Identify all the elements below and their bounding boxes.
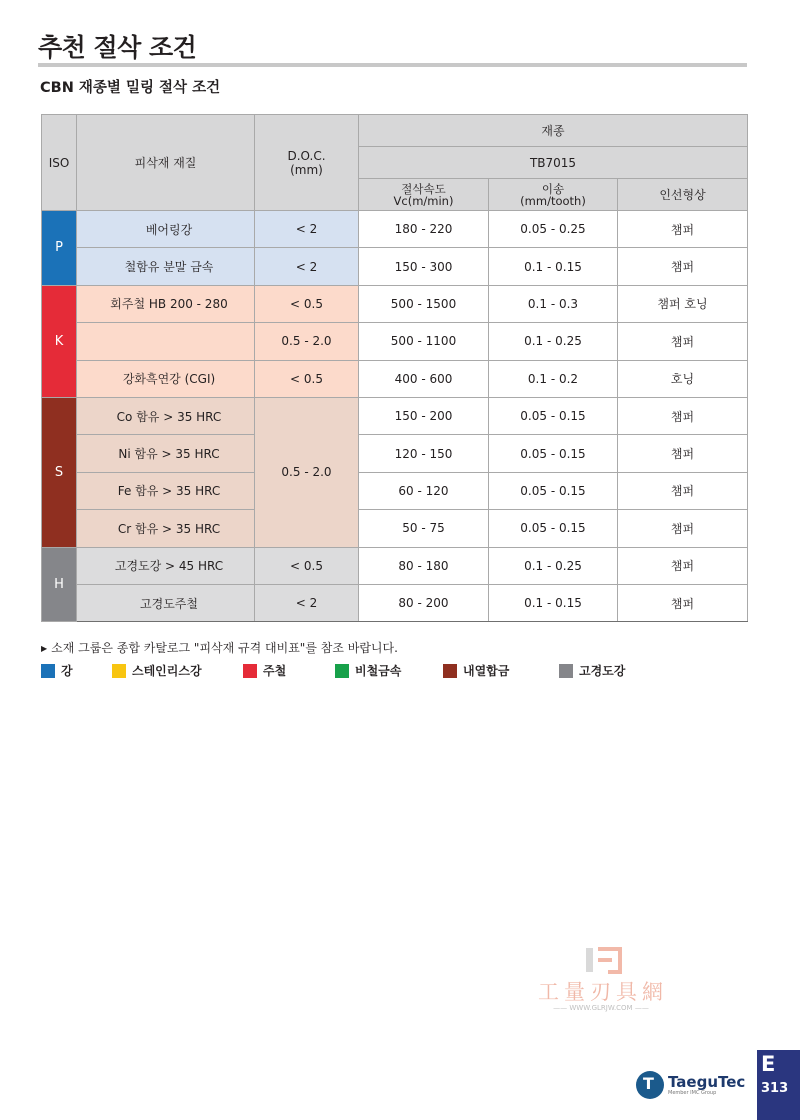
table-row (42, 472, 748, 509)
legend-label: 비철금속 (355, 664, 402, 678)
iso-group-k: K (42, 285, 77, 397)
header-speed-label: 절삭속도 (401, 181, 446, 196)
iso-group-h: H (42, 547, 77, 622)
legend-swatch (41, 664, 55, 678)
page-title: 추천 절삭 조건 (38, 33, 197, 62)
material-cell: 고경도강 > 45 HRC (77, 547, 255, 584)
doc-cell: < 0.5 (255, 547, 359, 584)
speed-cell: 180 - 220 (359, 211, 489, 248)
doc-cell: < 2 (255, 248, 359, 285)
material-cell: 베어링강 (77, 211, 255, 248)
speed-cell: 150 - 300 (359, 248, 489, 285)
note-text: 소재 그룹은 종합 카탈로그 "피삭재 규격 대비표"를 참조 바랍니다. (51, 641, 398, 655)
speed-cell: 80 - 180 (359, 547, 489, 584)
edge-cell: 챔퍼 호닝 (618, 285, 748, 322)
header-material: 피삭재 재질 (77, 115, 255, 211)
table-row (42, 397, 748, 434)
table-row (42, 248, 748, 285)
material-cell (77, 323, 255, 360)
table-row (42, 435, 748, 472)
header-feed (489, 179, 618, 211)
triangle-bullet-icon: ▶ (41, 644, 48, 653)
feed-cell: 0.05 - 0.25 (489, 211, 618, 248)
feed-cell: 0.05 - 0.15 (489, 510, 618, 547)
speed-cell: 500 - 1500 (359, 285, 489, 322)
table-row (42, 547, 748, 584)
header-speed (359, 179, 489, 211)
legend-label: 고경도강 (579, 664, 626, 678)
logo-mark-letter: T (643, 1074, 654, 1093)
speed-cell: 400 - 600 (359, 360, 489, 397)
material-cell: Fe 함유 > 35 HRC (77, 472, 255, 509)
page-number: 313 (761, 1081, 789, 1096)
legend-label: 내열합금 (463, 664, 510, 678)
legend-swatch (243, 664, 257, 678)
header-edge: 인선형상 (618, 179, 748, 211)
doc-cell: < 2 (255, 584, 359, 621)
table-row (42, 285, 748, 322)
table-row (42, 211, 748, 248)
header-feed-unit: (mm/tooth) (520, 193, 586, 208)
material-cell: Ni 함유 > 35 HRC (77, 435, 255, 472)
watermark-logo-icon (584, 946, 626, 976)
feed-cell: 0.05 - 0.15 (489, 435, 618, 472)
reference-note (41, 639, 398, 656)
header-speed-unit: Vc(m/min) (393, 193, 454, 208)
material-cell: Cr 함유 > 35 HRC (77, 510, 255, 547)
feed-cell: 0.1 - 0.2 (489, 360, 618, 397)
section-subtitle: CBN 재종별 밀링 절삭 조건 (40, 80, 221, 96)
speed-cell: 150 - 200 (359, 397, 489, 434)
header-doc-unit: (mm) (290, 162, 323, 177)
edge-cell: 챔퍼 (618, 584, 748, 621)
title-divider (38, 63, 747, 67)
edge-cell: 챔퍼 (618, 323, 748, 360)
material-cell: Co 함유 > 35 HRC (77, 397, 255, 434)
doc-cell: < 2 (255, 211, 359, 248)
legend-cast-iron (243, 662, 286, 679)
edge-cell: 호닝 (618, 360, 748, 397)
header-grade: TB7015 (359, 147, 748, 179)
feed-cell: 0.05 - 0.15 (489, 397, 618, 434)
material-cell: 철함유 분말 금속 (77, 248, 255, 285)
watermark-url: —— WWW.GLRJW.COM —— (553, 1004, 649, 1012)
feed-cell: 0.05 - 0.15 (489, 472, 618, 509)
legend-label: 스테인리스강 (132, 664, 202, 678)
edge-cell: 챔퍼 (618, 510, 748, 547)
watermark-text: 工量刃具網 (538, 980, 668, 1004)
legend-swatch (112, 664, 126, 678)
feed-cell: 0.1 - 0.15 (489, 584, 618, 621)
feed-cell: 0.1 - 0.3 (489, 285, 618, 322)
feed-cell: 0.1 - 0.25 (489, 323, 618, 360)
brand-logo (636, 1071, 745, 1099)
iso-group-p: P (42, 211, 77, 286)
legend-swatch (335, 664, 349, 678)
section-tab (757, 1050, 800, 1120)
header-doc-label: D.O.C. (287, 148, 326, 163)
speed-cell: 50 - 75 (359, 510, 489, 547)
header-iso: ISO (42, 115, 77, 211)
taegutec-logo-icon (636, 1071, 664, 1099)
brand-name (668, 1074, 745, 1096)
iso-group-s: S (42, 397, 77, 547)
edge-cell: 챔퍼 (618, 397, 748, 434)
table-row (42, 584, 748, 621)
edge-cell: 챔퍼 (618, 248, 748, 285)
speed-cell: 80 - 200 (359, 584, 489, 621)
cutting-conditions-table (41, 114, 748, 622)
legend-stainless (112, 662, 202, 679)
brand-name-text: TaeguTec (668, 1073, 746, 1091)
legend-label: 강 (61, 664, 73, 678)
brand-subtext: Member IMC Group (668, 1090, 717, 1096)
feed-cell: 0.1 - 0.25 (489, 547, 618, 584)
doc-cell: < 0.5 (255, 285, 359, 322)
legend-non-ferrous (335, 662, 401, 679)
section-letter: E (761, 1052, 776, 1076)
edge-cell: 챔퍼 (618, 547, 748, 584)
speed-cell: 500 - 1100 (359, 323, 489, 360)
header-row-1 (42, 115, 748, 147)
legend-label: 주철 (263, 664, 287, 678)
doc-cell: 0.5 - 2.0 (255, 397, 359, 547)
speed-cell: 60 - 120 (359, 472, 489, 509)
doc-cell: 0.5 - 2.0 (255, 323, 359, 360)
header-feed-label: 이송 (541, 181, 565, 196)
material-cell: 회주철 HB 200 - 280 (77, 285, 255, 322)
table-row (42, 360, 748, 397)
edge-cell: 챔퍼 (618, 472, 748, 509)
material-cell: 고경도주철 (77, 584, 255, 621)
legend-hardened-steel (559, 662, 625, 679)
edge-cell: 챔퍼 (618, 435, 748, 472)
header-doc (255, 115, 359, 211)
legend-swatch (443, 664, 457, 678)
feed-cell: 0.1 - 0.15 (489, 248, 618, 285)
speed-cell: 120 - 150 (359, 435, 489, 472)
legend-heat-resistant (443, 662, 509, 679)
header-grade-group: 재종 (359, 115, 748, 147)
doc-cell: < 0.5 (255, 360, 359, 397)
table-row (42, 510, 748, 547)
material-cell: 강화흑연강 (CGI) (77, 360, 255, 397)
legend-swatch (559, 664, 573, 678)
edge-cell: 챔퍼 (618, 211, 748, 248)
legend-steel (41, 662, 73, 679)
table-row (42, 323, 748, 360)
